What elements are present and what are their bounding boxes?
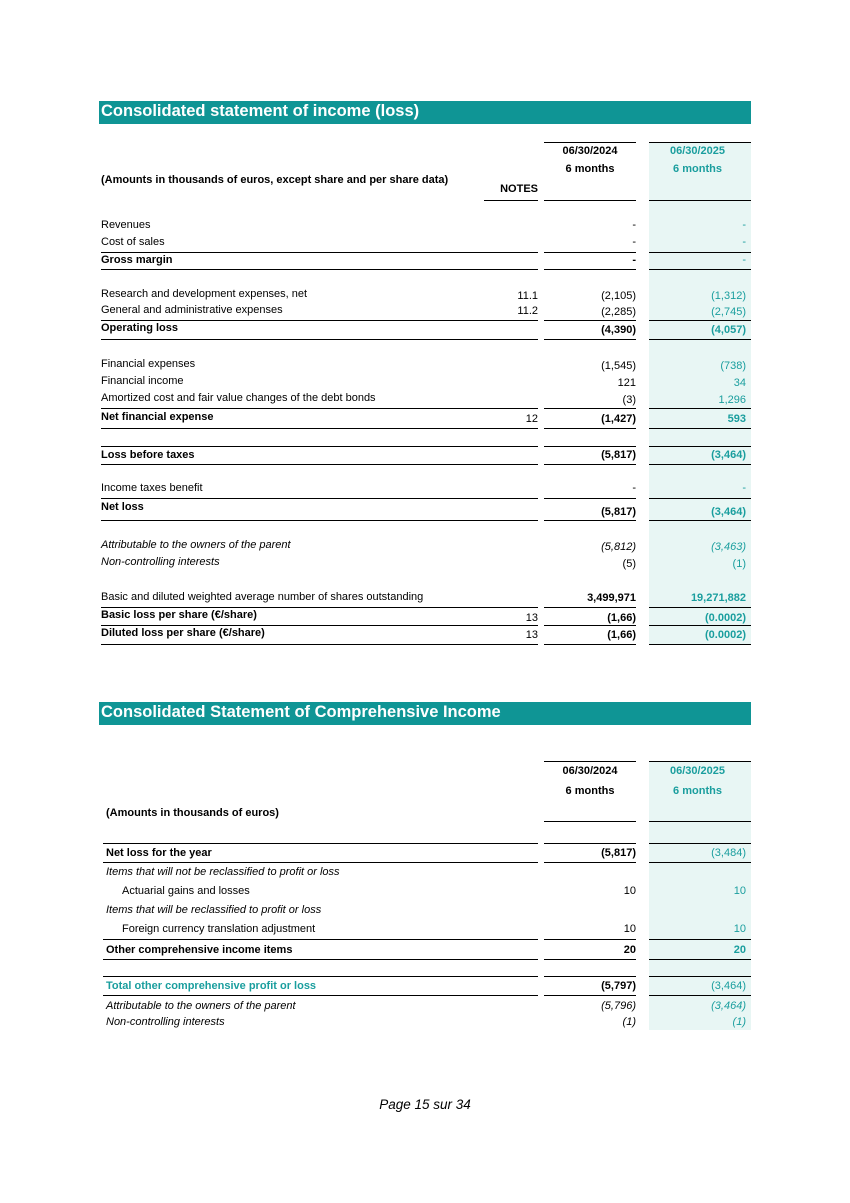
row-value-2025: (3,463) — [711, 541, 746, 553]
row-value-2025: - — [742, 482, 746, 494]
row-value-2024: - — [632, 219, 636, 231]
comprehensive-title-banner — [99, 702, 751, 725]
row-value-2025: - — [742, 236, 746, 248]
rule — [103, 843, 538, 844]
row-value-2025: (1) — [732, 558, 746, 570]
rule — [544, 252, 636, 253]
rule — [649, 995, 751, 996]
rule — [101, 252, 538, 253]
rule — [649, 142, 751, 143]
rule — [649, 269, 751, 270]
rule — [544, 408, 636, 409]
income-title: Consolidated statement of income (loss) — [101, 102, 420, 120]
row-value-2024: 10 — [623, 923, 636, 935]
rule — [649, 644, 751, 645]
rule — [544, 862, 636, 863]
rule — [649, 408, 751, 409]
rule — [544, 625, 636, 626]
row-value-2024: (5,797) — [601, 980, 636, 992]
row-note: 11.2 — [517, 305, 538, 317]
row-value-2024: (1,66) — [607, 612, 636, 624]
rule — [649, 862, 751, 863]
row-label: Net financial expense — [101, 411, 214, 423]
rule — [649, 821, 751, 822]
income-col2-date: 06/30/2025 — [669, 145, 726, 157]
rule — [101, 408, 538, 409]
rule — [544, 498, 636, 499]
row-value-2024: - — [632, 236, 636, 248]
income-col1-period: 6 months — [565, 163, 615, 175]
row-value-2025: (3,464) — [711, 449, 746, 461]
row-value-2025: 19,271,882 — [690, 592, 746, 604]
rule — [649, 976, 751, 977]
row-value-2025: (1) — [732, 1016, 746, 1028]
row-value-2024: 20 — [623, 944, 636, 956]
comprehensive-col1-period: 6 months — [565, 785, 615, 797]
row-label: Amortized cost and fair value changes of the debt bonds — [101, 392, 376, 404]
row-label: Non-controlling interests — [106, 1016, 225, 1028]
row-label: Attributable to the owners of the parent — [101, 539, 291, 551]
row-value-2025: (1,312) — [711, 290, 746, 302]
row-note: 12 — [525, 413, 538, 425]
page-number: Page 15 sur 34 — [379, 1097, 471, 1112]
row-label: Cost of sales — [101, 236, 165, 248]
row-value-2024: (3) — [622, 394, 636, 406]
row-value-2025: (738) — [720, 360, 746, 372]
row-value-2024: 10 — [623, 885, 636, 897]
row-note: 13 — [525, 612, 538, 624]
row-value-2025: (3,484) — [711, 847, 746, 859]
row-value-2024: (1) — [622, 1016, 636, 1028]
row-value-2025: 10 — [733, 923, 746, 935]
row-value-2025: - — [742, 254, 746, 266]
income-amounts-label: (Amounts in thousands of euros, except share and per share data) — [101, 174, 449, 186]
rule — [544, 939, 636, 940]
rule — [649, 843, 751, 844]
rule — [101, 446, 538, 447]
row-value-2024: (1,545) — [601, 360, 636, 372]
row-label: Items that will not be reclassified to profit or loss — [106, 866, 340, 878]
comprehensive-col1-date: 06/30/2024 — [562, 765, 618, 777]
rule — [101, 428, 538, 429]
row-value-2025: 593 — [727, 413, 746, 425]
rule — [544, 520, 636, 521]
rule — [101, 498, 538, 499]
rule — [649, 320, 751, 321]
income-title-banner — [99, 101, 751, 124]
rule — [649, 428, 751, 429]
rule — [101, 625, 538, 626]
row-value-2024: 121 — [617, 377, 636, 389]
row-value-2024: (1,66) — [607, 629, 636, 641]
row-value-2024: (2,105) — [601, 290, 636, 302]
row-label: Income taxes benefit — [101, 482, 203, 494]
row-value-2024: (5) — [622, 558, 636, 570]
row-label: Other comprehensive income items — [106, 944, 293, 956]
rule — [544, 269, 636, 270]
rule — [544, 200, 636, 201]
row-label: Research and development expenses, net — [101, 288, 308, 300]
rule — [101, 339, 538, 340]
rule — [101, 320, 538, 321]
row-value-2024: 3,499,971 — [587, 592, 636, 604]
income-notes-header: NOTES — [500, 183, 538, 195]
row-label: Operating loss — [101, 322, 179, 334]
rule — [649, 339, 751, 340]
rule — [544, 976, 636, 977]
rule — [649, 959, 751, 960]
rule — [101, 464, 538, 465]
comprehensive-title: Consolidated Statement of Comprehensive Income — [101, 703, 501, 721]
row-value-2025: 20 — [733, 944, 746, 956]
rule — [649, 939, 751, 940]
row-label: Diluted loss per share (€/share) — [101, 627, 265, 639]
row-label: Items that will be reclassified to profit or loss — [106, 904, 322, 916]
row-note: 13 — [525, 629, 538, 641]
row-value-2024: (4,390) — [601, 324, 636, 336]
row-value-2025: 34 — [733, 377, 746, 389]
comprehensive-col2-date: 06/30/2025 — [669, 765, 726, 777]
row-value-2024: (2,285) — [601, 306, 636, 318]
row-label: Financial income — [101, 375, 184, 387]
row-note: 11.1 — [517, 290, 538, 302]
row-label: Non-controlling interests — [101, 556, 220, 568]
rule — [649, 498, 751, 499]
rule — [103, 976, 538, 977]
rule — [103, 862, 538, 863]
row-label: Foreign currency translation adjustment — [122, 923, 316, 935]
row-value-2024: - — [632, 254, 636, 266]
row-label: Gross margin — [101, 254, 173, 266]
rule — [649, 200, 751, 201]
rule — [544, 644, 636, 645]
rule — [544, 607, 636, 608]
row-value-2024: (5,817) — [601, 847, 636, 859]
row-value-2025: (0.0002) — [705, 612, 746, 624]
row-label: Basic and diluted weighted average number of shares outstanding — [101, 591, 424, 603]
comprehensive-col2-period: 6 months — [673, 785, 722, 797]
rule — [649, 607, 751, 608]
row-label: General and administrative expenses — [101, 304, 283, 316]
rule — [649, 625, 751, 626]
rule — [101, 607, 538, 608]
rule — [649, 446, 751, 447]
rule — [544, 995, 636, 996]
row-value-2024: (5,817) — [601, 506, 636, 518]
row-value-2024: (5,817) — [601, 449, 636, 461]
rule — [544, 821, 636, 822]
row-value-2024: (5,812) — [601, 541, 636, 553]
rule — [649, 761, 751, 762]
rule — [101, 269, 538, 270]
rule — [103, 959, 538, 960]
rule — [103, 995, 538, 996]
row-label: Net loss — [101, 501, 144, 513]
rule — [649, 464, 751, 465]
rule — [649, 252, 751, 253]
row-label: Revenues — [101, 219, 151, 231]
rule — [484, 200, 538, 201]
rule — [649, 520, 751, 521]
row-value-2025: 10 — [733, 885, 746, 897]
rule — [544, 339, 636, 340]
rule — [101, 644, 538, 645]
row-value-2025: - — [742, 219, 746, 231]
rule — [544, 320, 636, 321]
row-value-2024: (5,796) — [601, 1000, 636, 1012]
row-label: Attributable to the owners of the parent — [106, 1000, 296, 1012]
rule — [544, 428, 636, 429]
rule — [544, 446, 636, 447]
rule — [544, 843, 636, 844]
rule — [544, 761, 636, 762]
row-label: Net loss for the year — [106, 847, 212, 859]
row-value-2025: (0.0002) — [705, 629, 746, 641]
row-value-2025: (4,057) — [711, 324, 746, 336]
row-label: Actuarial gains and losses — [122, 885, 250, 897]
row-value-2024: - — [632, 482, 636, 494]
row-value-2025: (3,464) — [711, 506, 746, 518]
rule — [101, 520, 538, 521]
row-value-2025: 1,296 — [718, 394, 746, 406]
rule — [103, 939, 538, 940]
row-value-2025: (3,464) — [711, 1000, 746, 1012]
row-label: Total other comprehensive profit or loss — [106, 980, 317, 992]
row-label: Basic loss per share (€/share) — [101, 609, 257, 621]
row-label: Loss before taxes — [101, 449, 195, 461]
rule — [544, 959, 636, 960]
row-value-2025: (2,745) — [711, 306, 746, 318]
rule — [544, 464, 636, 465]
row-value-2025: (3,464) — [711, 980, 746, 992]
income-col1-date: 06/30/2024 — [562, 145, 618, 157]
row-label: Financial expenses — [101, 358, 196, 370]
comprehensive-amounts-label: (Amounts in thousands of euros) — [106, 807, 279, 819]
row-value-2024: (1,427) — [601, 413, 636, 425]
income-col2-period: 6 months — [673, 163, 722, 175]
rule — [544, 142, 636, 143]
